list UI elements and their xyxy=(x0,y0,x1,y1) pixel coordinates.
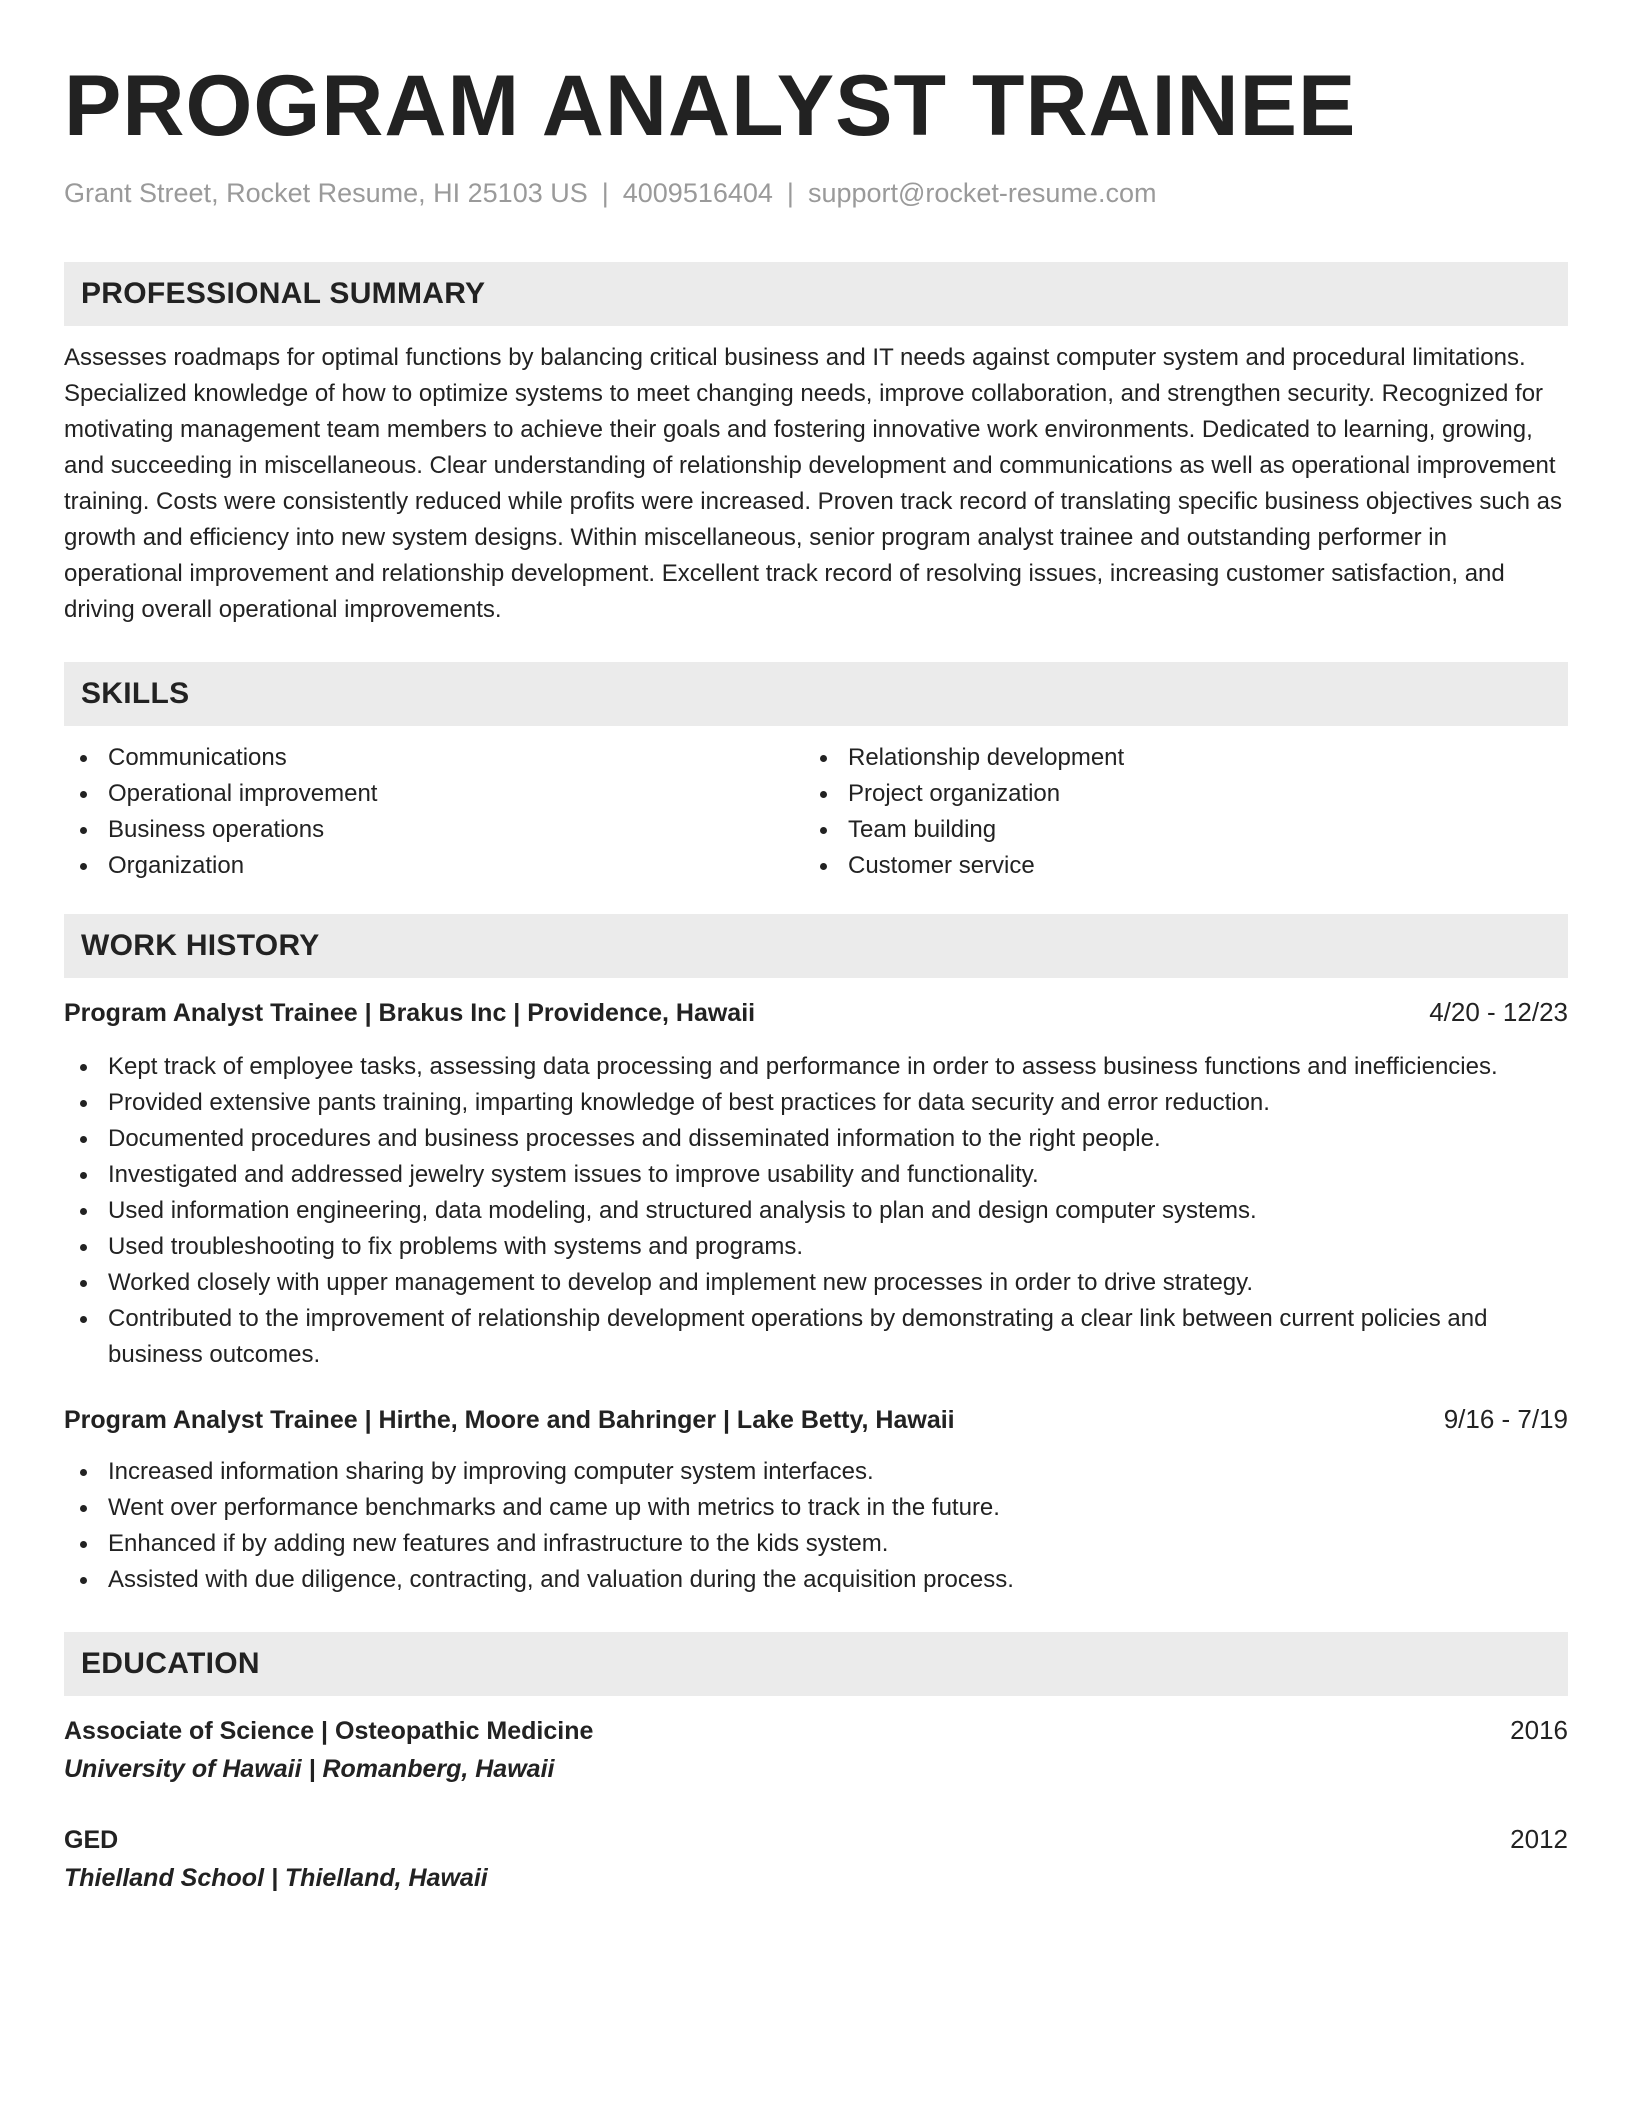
skills-column-left xyxy=(64,740,804,884)
job-bullets xyxy=(64,1049,1568,1373)
skill-item: Project organization xyxy=(804,776,1544,812)
education-degree: Associate of Science | Osteopathic Medicine xyxy=(64,1717,594,1745)
education-year: 2016 xyxy=(1510,1715,1568,1745)
job-bullets xyxy=(64,1454,1568,1598)
resume-name: PROGRAM ANALYST TRAINEE xyxy=(64,58,1357,154)
job-title: Program Analyst Trainee | Hirthe, Moore and Bahringer | Lake Betty, Hawaii xyxy=(64,1406,955,1434)
skill-item: Business operations xyxy=(64,812,804,848)
contact-separator: | xyxy=(786,178,794,208)
education-school: Thielland School | Thielland, Hawaii xyxy=(64,1864,488,1892)
education-degree: GED xyxy=(64,1826,119,1854)
job-bullet: Enhanced if by adding new features and infrastructure to the kids system. xyxy=(64,1526,1568,1562)
contact-email: support@rocket-resume.com xyxy=(807,178,1157,208)
job-bullet: Contributed to the improvement of relationship development operations by demonstrating a clear link between current policies and business outcomes. xyxy=(64,1301,1568,1373)
job-title: Program Analyst Trainee | Brakus Inc | Providence, Hawaii xyxy=(64,999,756,1027)
skill-item: Operational improvement xyxy=(64,776,804,812)
job-bullet: Used information engineering, data modeling, and structured analysis to plan and design computer systems. xyxy=(64,1193,1568,1229)
contact-address: Grant Street, Rocket Resume, HI 25103 US xyxy=(64,178,588,208)
section-header-skills: SKILLS xyxy=(64,662,1568,726)
section-header-work-history: WORK HISTORY xyxy=(64,914,1568,978)
job-bullet: Documented procedures and business processes and disseminated information to the right people. xyxy=(64,1121,1568,1157)
job-heading-row xyxy=(64,994,1568,1031)
job-bullet: Provided extensive pants training, imparting knowledge of best practices for data security and error reduction. xyxy=(64,1085,1568,1121)
job-dates: 9/16 - 7/19 xyxy=(1443,1404,1568,1434)
education-entry xyxy=(64,1821,1568,1896)
skill-item: Communications xyxy=(64,740,804,776)
job-heading-row xyxy=(64,1401,1568,1438)
skills-column-right xyxy=(804,740,1544,884)
summary-text: Assesses roadmaps for optimal functions by balancing critical business and IT needs against computer system and procedural limitations. Specialized knowledge of how to optimize systems to meet changing needs, improve collaboration, and strengthen security. Recognized for motivating management team members to achieve their goals and fostering innovative work environments. Dedicated to learning, growing, and succeeding in miscellaneous. Clear understanding of relationship development and communications as well as operational improvement training. Costs were consistently reduced while profits were increased. Proven track record of translating specific business objectives such as growth and efficiency into new system designs. Within miscellaneous, senior program analyst trainee and outstanding performer in operational improvement and relationship development. Excellent track record of resolving issues, increasing customer satisfaction, and driving overall operational improvements. xyxy=(64,344,1563,623)
education-heading-row xyxy=(64,1712,1568,1749)
skill-item: Organization xyxy=(64,848,804,884)
job-bullet: Worked closely with upper management to develop and implement new processes in order to drive strategy. xyxy=(64,1265,1568,1301)
job-bullet: Assisted with due diligence, contracting, and valuation during the acquisition process. xyxy=(64,1562,1568,1598)
job-dates: 4/20 - 12/23 xyxy=(1429,997,1568,1027)
section-header-summary: PROFESSIONAL SUMMARY xyxy=(64,262,1568,326)
education-entry xyxy=(64,1712,1568,1787)
education-school: University of Hawaii | Romanberg, Hawaii xyxy=(64,1755,555,1783)
contact-line xyxy=(64,176,1568,210)
job-bullet: Increased information sharing by improving computer system interfaces. xyxy=(64,1454,1568,1490)
job-bullet: Investigated and addressed jewelry system issues to improve usability and functionality. xyxy=(64,1157,1568,1193)
education-heading-row xyxy=(64,1821,1568,1858)
education-year: 2012 xyxy=(1510,1824,1568,1854)
contact-separator: | xyxy=(601,178,609,208)
skill-item: Team building xyxy=(804,812,1544,848)
job-bullet: Kept track of employee tasks, assessing data processing and performance in order to assess business functions and inefficiencies. xyxy=(64,1049,1568,1085)
skill-item: Customer service xyxy=(804,848,1544,884)
job-bullet: Went over performance benchmarks and came up with metrics to track in the future. xyxy=(64,1490,1568,1526)
skills-columns xyxy=(64,740,1568,884)
section-header-education: EDUCATION xyxy=(64,1632,1568,1696)
contact-phone: 4009516404 xyxy=(622,178,773,208)
skill-item: Relationship development xyxy=(804,740,1544,776)
job-bullet: Used troubleshooting to fix problems with systems and programs. xyxy=(64,1229,1568,1265)
